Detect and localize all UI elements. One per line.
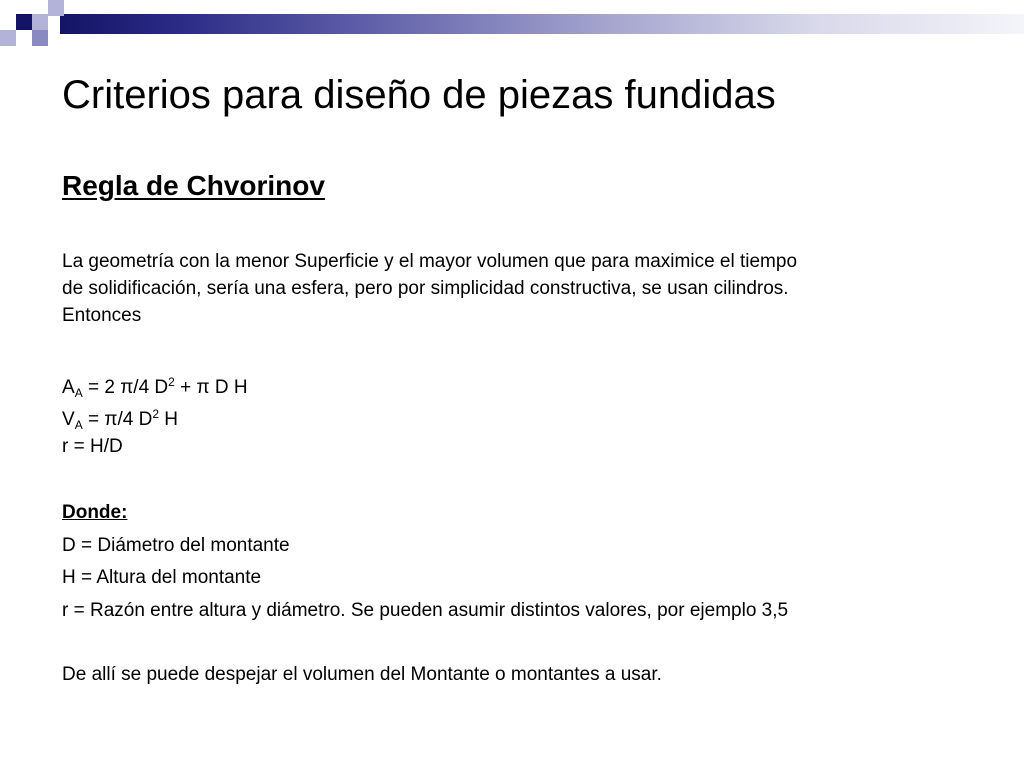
- decor-square: [32, 14, 48, 30]
- slide-subtitle: Regla de Chvorinov: [62, 170, 325, 201]
- header-gradient-bar: [60, 14, 1024, 34]
- definition-item: r = Razón entre altura y diámetro. Se pueden asumir distintos valores, por ejemplo 3,5: [62, 600, 789, 621]
- decor-square: [32, 30, 48, 46]
- area-rhs-2: + π D H: [174, 377, 248, 398]
- header-decoration: [0, 0, 1024, 48]
- decor-square: [16, 14, 32, 30]
- conclusion-text: De allí se puede despejar el volumen del Montante o montantes a usar.: [62, 664, 662, 685]
- decor-square: [48, 0, 64, 16]
- area-sup: 2: [168, 375, 175, 389]
- intro-paragraph: [62, 248, 797, 329]
- definition-item: D = Diámetro del montante: [62, 535, 290, 556]
- decor-square: [0, 30, 16, 46]
- volume-sub: A: [74, 418, 83, 432]
- volume-rhs-1: = π/4 D: [82, 409, 153, 430]
- donde-heading: Donde:: [62, 502, 128, 523]
- area-sub: A: [74, 386, 83, 400]
- intro-line: La geometría con la menor Superficie y el mayor volumen que para maximice el tiempo: [62, 251, 798, 272]
- ratio-formula: r = H/D: [62, 436, 123, 457]
- volume-sup: 2: [152, 407, 159, 421]
- area-var: A: [62, 377, 75, 398]
- intro-line: Entonces: [62, 305, 142, 326]
- definition-item: H = Altura del montante: [62, 567, 262, 588]
- slide-title: Criterios para diseño de piezas fundidas: [62, 73, 776, 117]
- volume-rhs-2: H: [159, 409, 178, 430]
- area-rhs-1: = 2 π/4 D: [82, 377, 169, 398]
- volume-var: V: [62, 409, 75, 430]
- intro-line: de solidificación, sería una esfera, pero por simplicidad constructiva, se usan cilindros.: [62, 278, 789, 299]
- volume-formula: [62, 401, 178, 438]
